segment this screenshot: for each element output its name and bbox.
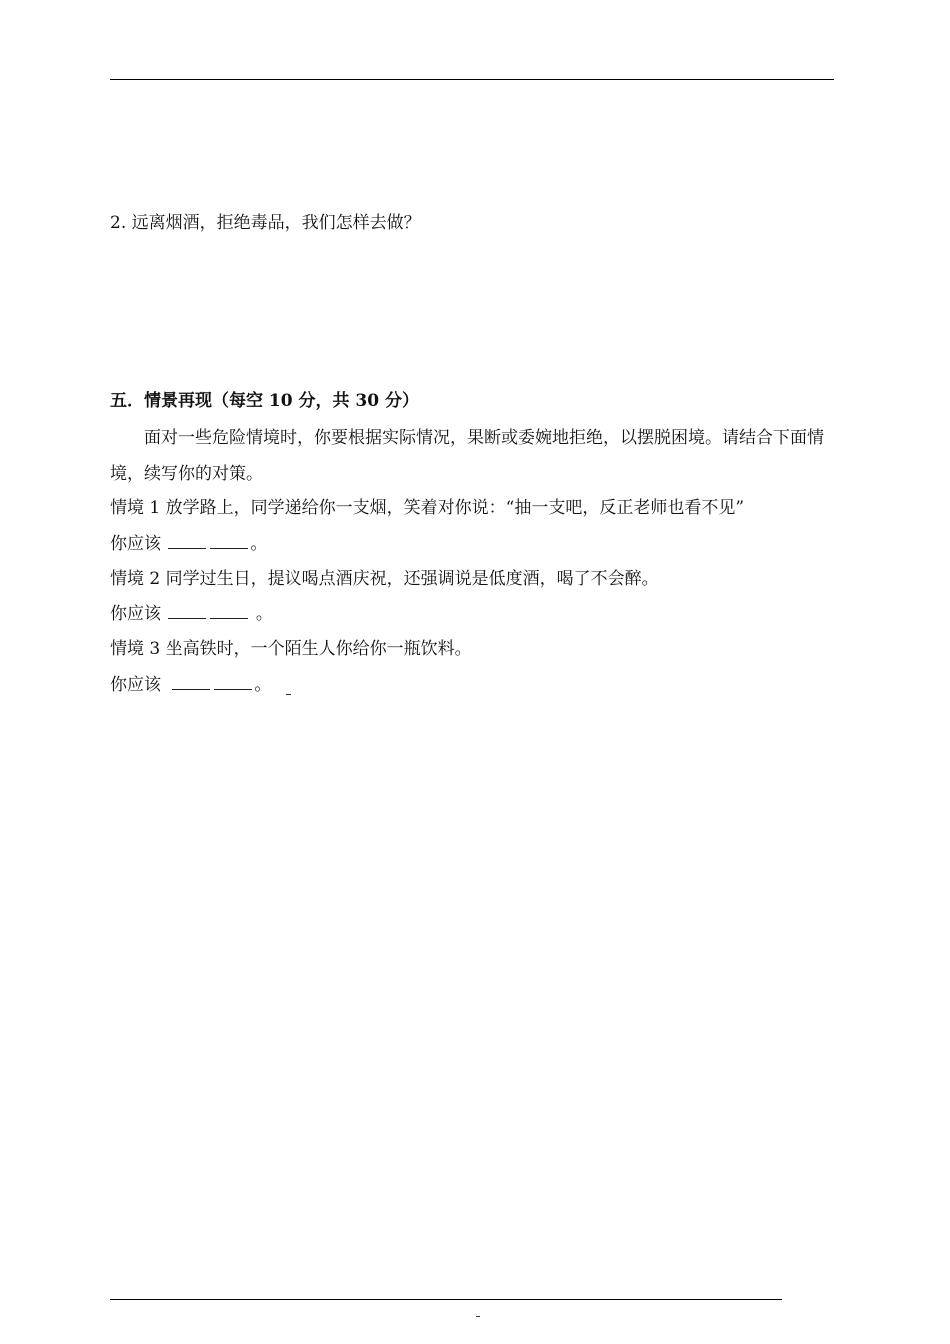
header-rule bbox=[110, 79, 834, 80]
answer-suffix: 。 bbox=[254, 675, 272, 695]
scenario-1-text: 情境 1 放学路上，同学递给你一支烟，笑着对你说：“抽一支吧，反正老师也看不见” bbox=[110, 498, 745, 518]
scenario-1-answer bbox=[110, 533, 267, 555]
scenario-3-answer bbox=[110, 674, 271, 696]
answer-blank[interactable] bbox=[168, 534, 206, 549]
stray-mark bbox=[286, 694, 291, 695]
scenario-2-answer bbox=[110, 603, 273, 625]
section-5-heading: 五．情景再现（每空 10 分，共 30 分） bbox=[110, 391, 419, 411]
section-5-intro: 面对一些危险情境时，你要根据实际情况，果断或委婉地拒绝，以摆脱困境。请结合下面情境，续写你的对策。 bbox=[110, 428, 824, 484]
answer-blank[interactable] bbox=[214, 675, 252, 690]
footer-rule bbox=[110, 1299, 782, 1300]
question-2: 2. 远离烟酒，拒绝毒品，我们怎样去做？ bbox=[110, 213, 421, 233]
scenario-2-text: 情境 2 同学过生日，提议喝点酒庆祝，还强调说是低度酒，喝了不会醉。 bbox=[110, 569, 659, 589]
answer-suffix: 。 bbox=[255, 604, 273, 624]
answer-suffix: 。 bbox=[250, 534, 268, 554]
answer-blank[interactable] bbox=[210, 604, 248, 619]
answer-blank[interactable] bbox=[172, 675, 210, 690]
answer-prefix: 你应该 bbox=[110, 675, 161, 695]
answer-prefix: 你应该 bbox=[110, 534, 161, 554]
answer-blank[interactable] bbox=[168, 604, 206, 619]
scenario-3-text: 情境 3 坐高铁时，一个陌生人你给你一瓶饮料。 bbox=[110, 639, 472, 659]
answer-prefix: 你应该 bbox=[110, 604, 161, 624]
answer-blank[interactable] bbox=[210, 534, 248, 549]
footer-mark bbox=[476, 1316, 480, 1317]
